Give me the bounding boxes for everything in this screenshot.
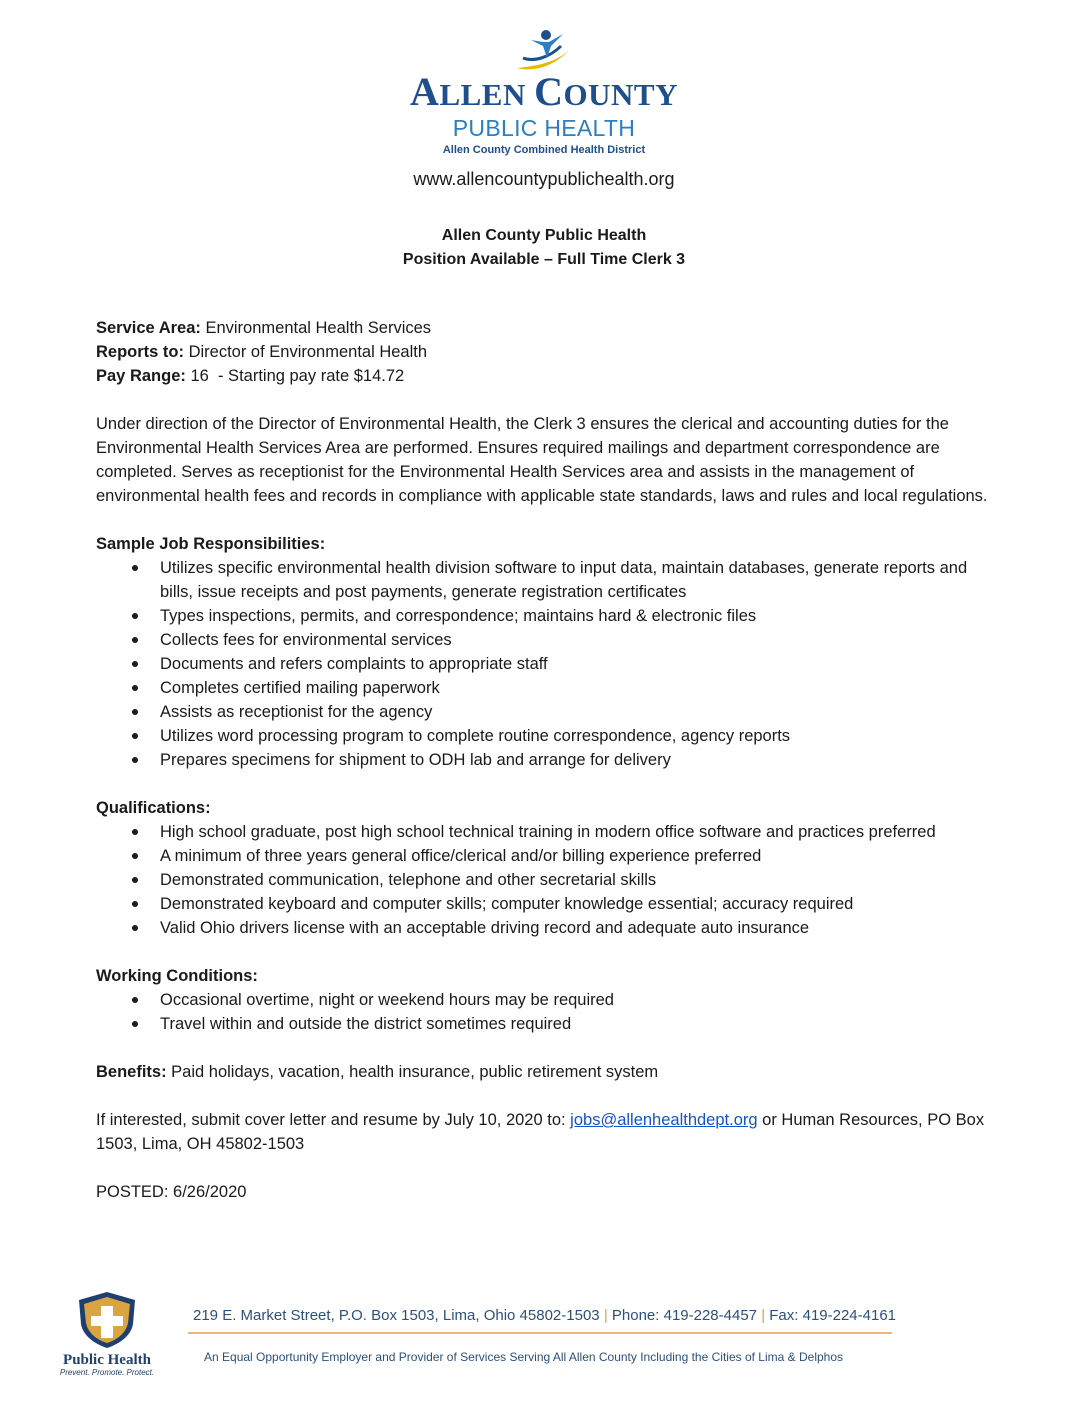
service-area-line bbox=[96, 316, 996, 340]
org-name: Allen County Public Health bbox=[441, 227, 647, 244]
benefits-label: Benefits: bbox=[96, 1063, 167, 1081]
list-item: Prepares specimens for shipment to ODH lab and arrange for delivery bbox=[96, 748, 996, 772]
allen-county-logo bbox=[0, 28, 1088, 191]
list-item: Utilizes word processing program to complete routine correspondence, agency reports bbox=[96, 724, 996, 748]
summary-paragraph: Under direction of the Director of Environmental Health, the Clerk 3 ensures the clerical and accounting duties for the Environmental Health Services Area are performed. Ensures required mailings and department correspondence are completed. Serves as receptionist for the Environmental Health Services area and assists in the management of environmental health fees and records in compliance with applicable state standards, laws and rules and local regulations. bbox=[96, 415, 988, 505]
reports-to-label: Reports to: bbox=[96, 343, 184, 361]
footer-fax: Fax: 419-224-4161 bbox=[769, 1307, 897, 1324]
apply-address: or Human Resources, PO Box 1503, Lima, OH 45802-1503 bbox=[96, 1111, 985, 1153]
list-item: A minimum of three years general office/clerical and/or billing experience preferred bbox=[96, 844, 996, 868]
working-conditions-list bbox=[96, 988, 996, 1036]
logo-district: Allen County Combined Health District bbox=[442, 144, 646, 156]
list-item: Documents and refers complaints to appropriate staff bbox=[96, 652, 996, 676]
document-body bbox=[96, 316, 996, 1204]
service-area-value: Environmental Health Services bbox=[200, 319, 432, 337]
document-heading bbox=[0, 224, 1088, 272]
website-url: www.allencountypublichealth.org bbox=[413, 169, 675, 189]
list-item: High school graduate, post high school technical training in modern office software and practices preferred bbox=[96, 820, 996, 844]
reports-to-value: Director of Environmental Health bbox=[184, 343, 428, 361]
position-title: Position Available – Full Time Clerk 3 bbox=[402, 251, 686, 268]
public-health-logo bbox=[52, 1290, 162, 1378]
footer-separator: | bbox=[761, 1307, 766, 1324]
footer-logo-tagline: Prevent. Promote. Protect. bbox=[59, 1368, 155, 1377]
shield-cross-icon bbox=[75, 1290, 139, 1350]
list-item: Assists as receptionist for the agency bbox=[96, 700, 996, 724]
list-item: Completes certified mailing paperwork bbox=[96, 676, 996, 700]
list-item: Travel within and outside the district sometimes required bbox=[96, 1012, 996, 1036]
logo-subtitle: PUBLIC HEALTH bbox=[452, 115, 636, 141]
qualifications-title: Qualifications: bbox=[96, 799, 211, 817]
list-item: Demonstrated keyboard and computer skills; computer knowledge essential; accuracy required bbox=[96, 892, 996, 916]
pay-range-value: 16 - Starting pay rate $14.72 bbox=[185, 367, 405, 385]
footer-phone: Phone: 419-228-4457 bbox=[611, 1307, 758, 1324]
working-conditions-title: Working Conditions: bbox=[96, 967, 258, 985]
responsibilities-title: Sample Job Responsibilities: bbox=[96, 535, 326, 553]
benefits-value: Paid holidays, vacation, health insurance, public retirement system bbox=[166, 1063, 659, 1081]
footer-separator: | bbox=[603, 1307, 608, 1324]
benefits-line bbox=[96, 1060, 996, 1084]
posted-date: POSTED: 6/26/2020 bbox=[96, 1183, 247, 1201]
reports-to-line bbox=[96, 340, 996, 364]
list-item: Occasional overtime, night or weekend hours may be required bbox=[96, 988, 996, 1012]
apply-text: If interested, submit cover letter and resume by July 10, 2020 to: bbox=[96, 1111, 571, 1129]
pay-range-label: Pay Range: bbox=[96, 367, 186, 385]
pay-range-line bbox=[96, 364, 996, 388]
list-item: Demonstrated communication, telephone and other secretarial skills bbox=[96, 868, 996, 892]
list-item: Utilizes specific environmental health division software to input data, maintain databases, generate reports and bills, issue receipts and post payments, generate registration certificates bbox=[96, 556, 996, 604]
service-area-label: Service Area: bbox=[96, 319, 201, 337]
logo-title: ALLEN COUNTY bbox=[410, 69, 678, 114]
email-link[interactable]: jobs@allenhealthdept.org bbox=[570, 1111, 758, 1129]
footer-logo-name: Public Health bbox=[63, 1352, 151, 1368]
qualifications-list bbox=[96, 820, 996, 940]
footer-contact bbox=[193, 1306, 897, 1326]
list-item: Valid Ohio drivers license with an acceptable driving record and adequate auto insurance bbox=[96, 916, 996, 940]
list-item: Collects fees for environmental services bbox=[96, 628, 996, 652]
responsibilities-list bbox=[96, 556, 996, 772]
apply-paragraph bbox=[96, 1108, 996, 1156]
footer-eoe-statement: An Equal Opportunity Employer and Provider of Services Serving All Allen County Including the Cities of Lima & Delphos bbox=[204, 1350, 843, 1364]
footer-divider bbox=[188, 1332, 892, 1334]
footer-address: 219 E. Market Street, P.O. Box 1503, Lima, Ohio 45802-1503 bbox=[193, 1307, 600, 1324]
list-item: Types inspections, permits, and correspondence; maintains hard & electronic files bbox=[96, 604, 996, 628]
